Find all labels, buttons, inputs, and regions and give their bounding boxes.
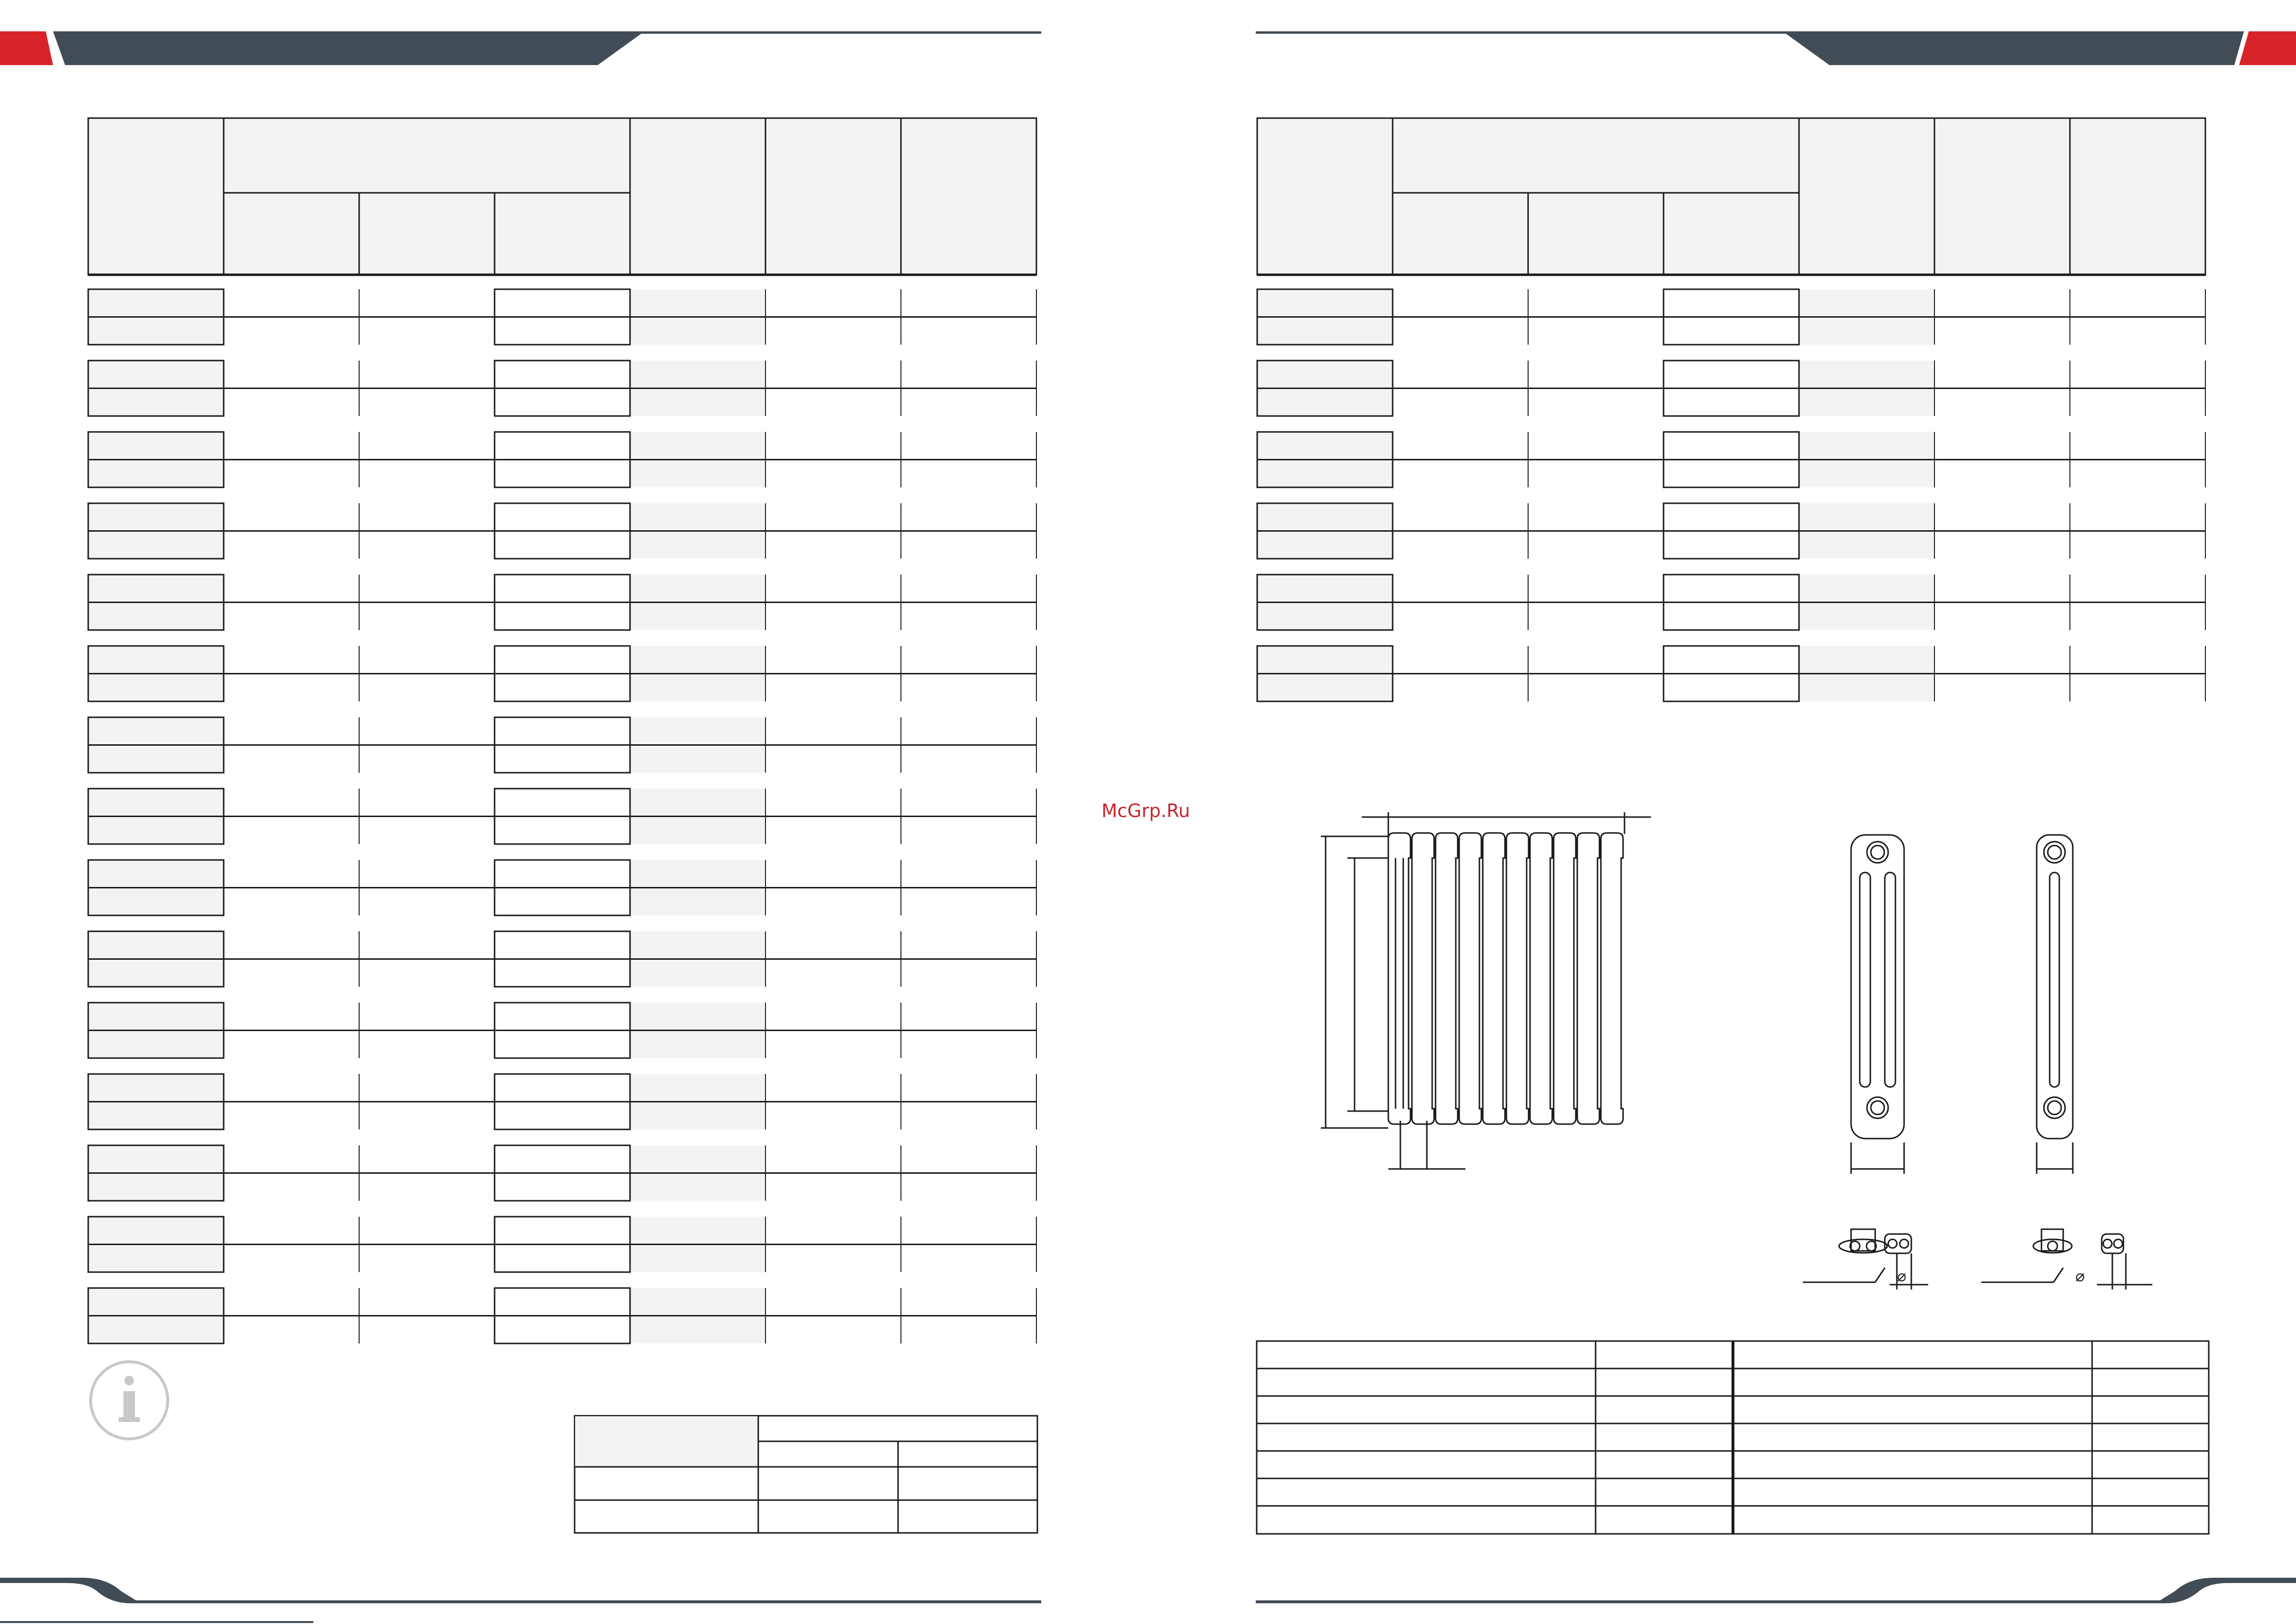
info-icon (88, 1359, 170, 1441)
boxed-cell (1664, 289, 1799, 345)
connection-detail-double (1803, 1220, 1928, 1292)
model-cell (88, 1217, 224, 1245)
boxed-cell (1664, 361, 1799, 416)
model-cell (88, 646, 224, 674)
model-cell (88, 317, 224, 345)
model-cell (88, 1316, 224, 1344)
model-cell (1257, 317, 1393, 345)
model-cell (1257, 289, 1393, 317)
model-cell (1257, 575, 1393, 603)
model-cell (88, 1031, 224, 1059)
model-cell (1257, 460, 1393, 488)
model-cell (88, 503, 224, 531)
model-cell (1257, 432, 1393, 460)
model-cell (88, 745, 224, 773)
right-bottom-table (1256, 1340, 2210, 1538)
watermark: McGrp.Ru (1101, 800, 1190, 821)
model-cell (88, 931, 224, 959)
shaded-cell (1799, 575, 1934, 630)
model-cell (88, 789, 224, 817)
model-cell (1257, 531, 1393, 559)
model-cell (88, 289, 224, 317)
model-cell (88, 717, 224, 745)
header-cell (765, 118, 901, 275)
model-cell (88, 888, 224, 916)
header-cell (1257, 118, 1393, 275)
shaded-cell (1799, 646, 1934, 701)
header-cell (1799, 118, 1934, 275)
header-group-cell (1393, 118, 1799, 193)
model-cell (88, 1173, 224, 1201)
boxed-cell (1664, 575, 1799, 630)
header-cell (1664, 118, 1799, 275)
model-cell (1257, 603, 1393, 631)
shaded-cell (1799, 432, 1934, 487)
boxed-cell (1664, 503, 1799, 559)
radiator-front-view (1311, 805, 1658, 1181)
boxed-cell (1664, 432, 1799, 487)
model-cell (88, 860, 224, 888)
header-cell (901, 118, 1036, 275)
right-header-band (1256, 0, 2296, 72)
shaded-cell (1799, 503, 1934, 559)
model-cell (88, 1003, 224, 1031)
model-cell (88, 959, 224, 987)
model-cell (88, 1245, 224, 1273)
header-cell (2070, 118, 2205, 275)
header-cell (88, 118, 224, 275)
connection-detail-single (1981, 1220, 2155, 1292)
section-side-view-single (2029, 829, 2082, 1176)
header-group-cell (224, 118, 630, 193)
model-cell (88, 1102, 224, 1130)
model-cell (88, 1145, 224, 1173)
section-side-view-double (1841, 829, 1914, 1176)
shaded-cell (1799, 361, 1934, 416)
header-cell (1393, 118, 1528, 275)
model-cell (1257, 646, 1393, 674)
model-cell (1257, 503, 1393, 531)
shaded-cell (1799, 289, 1934, 345)
model-cell (88, 1074, 224, 1102)
model-cell (88, 603, 224, 631)
header-cell (1528, 118, 1664, 275)
model-cell (88, 460, 224, 488)
model-cell (88, 389, 224, 416)
boxed-cell (1664, 646, 1799, 701)
model-cell (88, 674, 224, 702)
diameter-symbol: ⌀ (2075, 1267, 2085, 1285)
right-footer-band (1256, 1576, 2296, 1624)
header-cell (1934, 118, 2070, 275)
model-cell (88, 361, 224, 389)
left-spec-table (0, 0, 1148, 1350)
model-cell (1257, 674, 1393, 702)
model-cell (88, 575, 224, 603)
header-cell (630, 118, 765, 275)
left-small-table (574, 1415, 1039, 1535)
model-cell (88, 1288, 224, 1316)
model-cell (1257, 361, 1393, 389)
diameter-symbol: ⌀ (1897, 1267, 1907, 1285)
left-footer-band (0, 1576, 1041, 1624)
model-cell (88, 817, 224, 845)
model-cell (88, 432, 224, 460)
model-cell (88, 531, 224, 559)
model-cell (1257, 389, 1393, 416)
